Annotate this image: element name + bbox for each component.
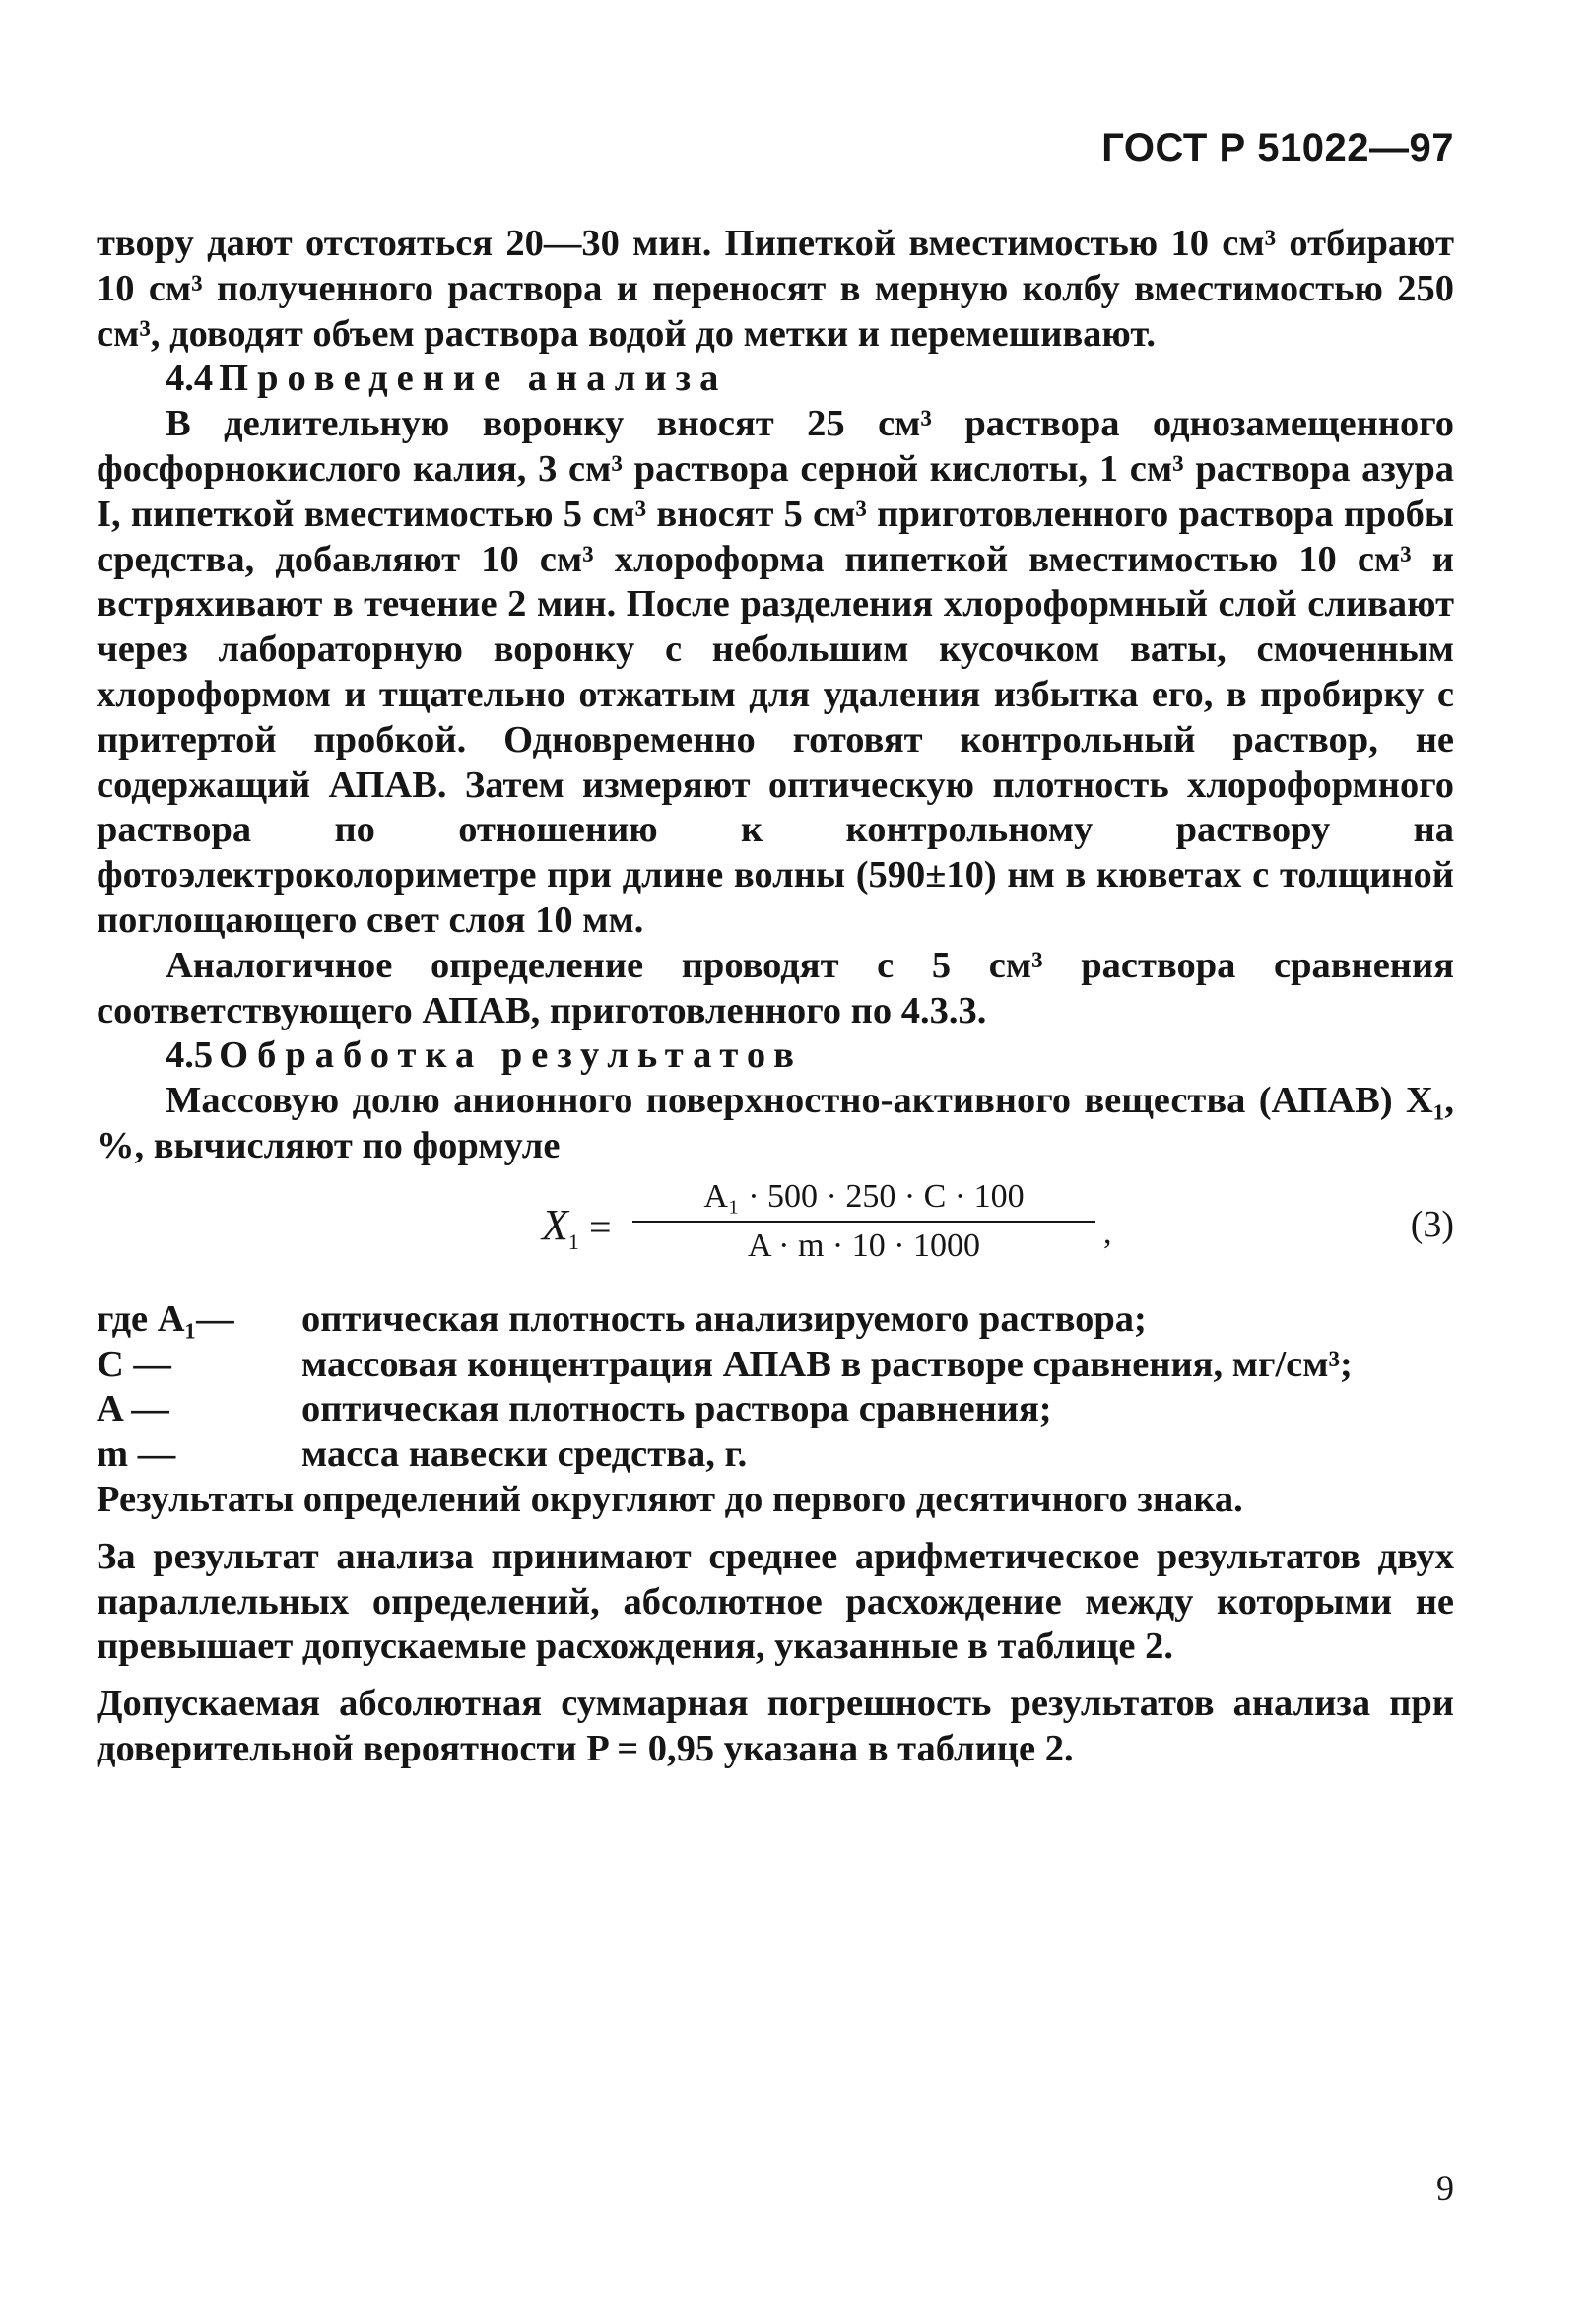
definition-item xyxy=(97,1387,1454,1432)
definition-item xyxy=(97,1297,1454,1343)
formula-comma: , xyxy=(1103,1214,1112,1251)
definition-text: масса навески средства, г. xyxy=(301,1433,748,1476)
section-heading-4-5 xyxy=(97,1033,1454,1079)
definition-text: оптическая плотность анализируемого раствора; xyxy=(301,1297,1147,1340)
definition-item xyxy=(97,1432,1454,1478)
fraction-bar xyxy=(632,1221,1095,1223)
variable-definitions xyxy=(97,1297,1454,1478)
formula-label: (3) xyxy=(1410,1203,1454,1245)
formula-lhs-subscript: 1 xyxy=(567,1228,579,1254)
document-body xyxy=(97,222,1454,1772)
spacer xyxy=(97,1670,1454,1682)
paragraph-reference-determination: Аналогичное определение проводят с 5 см³ раствора сравнения соответствующего АПАВ, приготовленного по 4.3.3. xyxy=(97,944,1454,1031)
definition-symbol: m — xyxy=(97,1433,176,1476)
definition-text: массовая концентрация АПАВ в растворе сравнения, мг/см³; xyxy=(301,1343,1353,1385)
formula-fraction xyxy=(632,1175,1095,1268)
section-heading-4-4 xyxy=(97,357,1454,402)
formula-denominator: A · m · 10 · 1000 xyxy=(747,1227,981,1264)
definition-symbol: C — xyxy=(97,1343,171,1385)
formula-lhs xyxy=(542,1200,579,1254)
paragraph-rounding: Результаты определений округляют до первого десятичного знака. xyxy=(97,1478,1243,1520)
paragraph-procedure: В делительную воронку вносят 25 см³ раствора однозамещенного фосфорнокислого калия, 3 см³ раствора серной кислоты, 1 см³ раствора азура I, пипеткой вместимостью 5 см³ вносят 5 см³ приготовленного раствора пробы средства, добавляют 10 см³ хлороформа пипеткой вместимостью 10 см³ и встряхивают в течение 2 мин. После разделения хлороформный слой сливают через лабораторную воронку с небольшим кусочком ваты, смоченным хлороформом и тщательно отжатым для удаления избытка его, в пробирку с притертой пробкой. Одновременно готовят контрольный раствор, не содержащий АПАВ. Затем измеряют оптическую плотность хлороформного раствора по отношению к контрольному раствору на фотоэлектроколориметре при длине волны (590±10) нм в кюветах с толщиной поглощающего свет слоя 10 мм. xyxy=(97,403,1454,941)
page-number: 9 xyxy=(1436,2168,1454,2208)
formula-lhs-symbol: X xyxy=(542,1200,568,1249)
definition-symbol: где A₁— xyxy=(97,1297,234,1340)
formula-numerator: A₁ · 500 · 250 · C · 100 xyxy=(703,1177,1025,1215)
paragraph-result: За результат анализа принимают среднее арифметическое результатов двух параллельных определений, абсолютное расхождение между которыми не превышает допускаемые расхождения, указанные в таблице 2. xyxy=(97,1535,1454,1668)
paragraph-formula-intro: Массовую долю анионного поверхностно-активного вещества (АПАВ) X₁, %, вычисляют по формуле xyxy=(97,1080,1454,1166)
page-header-standard-id: ГОСТ Р 51022—97 xyxy=(1101,126,1454,169)
definition-symbol: A — xyxy=(97,1388,169,1430)
formula-3 xyxy=(97,1173,1454,1290)
paragraph-error: Допускаемая абсолютная суммарная погрешность результатов анализа при доверительной вероятности P = 0,95 указана в таблице 2. xyxy=(97,1683,1454,1769)
spacer xyxy=(97,1523,1454,1535)
section-number: 4.4 xyxy=(166,358,214,400)
section-title: Обработка результатов xyxy=(219,1034,803,1077)
formula-equals: = xyxy=(589,1204,612,1249)
definition-item xyxy=(97,1343,1454,1388)
section-number: 4.5 xyxy=(166,1034,214,1077)
paragraph-continuation: твору дают отстояться 20—30 мин. Пипеткой вместимостью 10 см³ отбирают 10 см³ полученного раствора и переносят в мерную колбу вместимостью 250 см³, доводят объем раствора водой до метки и перемешивают. xyxy=(97,223,1454,355)
definition-text: оптическая плотность раствора сравнения; xyxy=(301,1388,1052,1430)
section-title: Проведение анализа xyxy=(219,358,728,400)
